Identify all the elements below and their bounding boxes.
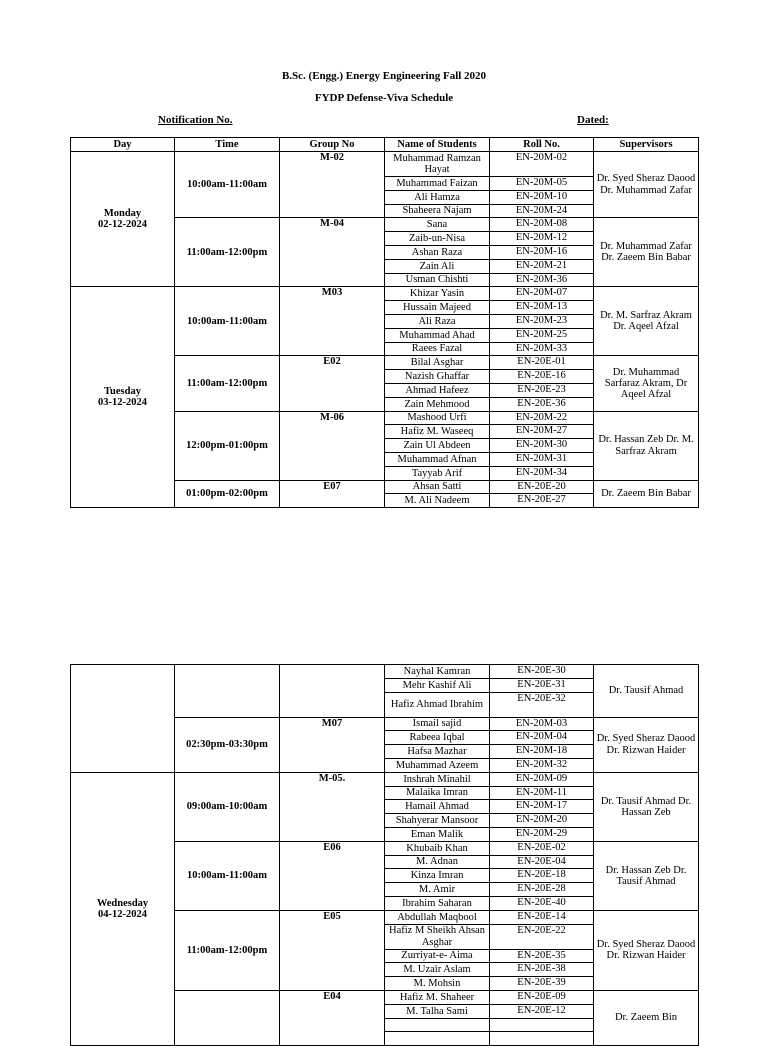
time-slot [175,665,280,718]
time-slot: 09:00am-10:00am [175,772,280,841]
student-name: Inshrah Minahil [385,772,490,786]
column-header-group: Group No [280,138,385,152]
student-name: Nayhal Kamran [385,665,490,679]
roll-number: EN-20M-23 [490,314,594,328]
student-name: M. Mohsin [385,977,490,991]
group-number: E05 [280,910,385,990]
student-name: Zurriyat-e- Aima [385,949,490,963]
roll-number: EN-20M-22 [490,411,594,425]
group-number: E07 [280,480,385,508]
document-title: B.Sc. (Engg.) Energy Engineering Fall 2020 [281,70,487,82]
roll-number: EN-20E-27 [490,494,594,508]
supervisors: Dr. Zaeem Bin [594,990,699,1045]
student-name: M. Talha Sami [385,1004,490,1018]
student-name: Muhammad Azeem [385,758,490,772]
student-name: Zain Ali [385,259,490,273]
day-label: Tuesday [104,386,141,398]
student-name: Ali Raza [385,314,490,328]
schedule-table-2 [70,664,699,1046]
supervisors: Dr. Tausif Ahmad Dr. Hassan Zeb [594,772,699,841]
day-label: 02-12-2024 [98,219,147,231]
roll-number: EN-20M-17 [490,800,594,814]
roll-number: EN-20M-32 [490,758,594,772]
student-name: Bilal Asghar [385,356,490,370]
roll-number: EN-20M-11 [490,786,594,800]
day-cell [71,152,175,287]
group-number: M-04 [280,218,385,287]
roll-number: EN-20M-09 [490,772,594,786]
roll-number: EN-20M-21 [490,259,594,273]
roll-number: EN-20M-02 [490,152,594,177]
time-slot: 01:00pm-02:00pm [175,480,280,508]
student-name: Hafiz M Sheikh Ahsan Asghar [385,924,490,949]
table-header-row [71,138,699,152]
roll-number: EN-20E-36 [490,397,594,411]
roll-number: EN-20E-04 [490,855,594,869]
roll-number: EN-20M-27 [490,425,594,439]
student-name: Muhammad Faizan [385,177,490,191]
roll-number: EN-20E-35 [490,949,594,963]
supervisors: Dr. Hassan Zeb Dr. Tausif Ahmad [594,841,699,910]
student-name: Ahmad Hafeez [385,383,490,397]
group-number: M03 [280,287,385,356]
supervisors: Dr. Syed Sheraz Daood Dr. Rizwan Haider [594,717,699,772]
student-name: Muhammad Ahad [385,328,490,342]
roll-number: EN-20M-13 [490,301,594,315]
student-name: Muhammad Afnan [385,452,490,466]
roll-number: EN-20M-04 [490,731,594,745]
time-slot: 10:00am-11:00am [175,841,280,910]
student-name: Tayyab Arif [385,466,490,480]
roll-number: EN-20E-16 [490,370,594,384]
column-header-time: Time [175,138,280,152]
roll-number: EN-20M-36 [490,273,594,287]
supervisors: Dr. Zaeem Bin Babar [594,480,699,508]
student-name: Hafiz Ahmad Ibrahim [385,692,490,717]
roll-number: EN-20M-18 [490,745,594,759]
day-cell [71,287,175,508]
student-name: Malaika Imran [385,786,490,800]
group-number: E06 [280,841,385,910]
group-number: M07 [280,717,385,772]
roll-number: EN-20M-29 [490,827,594,841]
roll-number: EN-20E-31 [490,678,594,692]
student-name: Hussain Majeed [385,301,490,315]
time-slot: 02:30pm-03:30pm [175,717,280,772]
day-label: 03-12-2024 [98,397,147,409]
student-name: Zain Ul Abdeen [385,439,490,453]
student-name: Usman Chishti [385,273,490,287]
supervisors: Dr. Muhammad Zafar Dr. Zaeem Bin Babar [594,218,699,287]
student-name: M. Uzair Aslam [385,963,490,977]
schedule-table-1 [70,137,699,508]
student-name: Sana [385,218,490,232]
column-header-roll: Roll No. [490,138,594,152]
group-number: M-02 [280,152,385,218]
student-name: Shahyerar Mansoor [385,814,490,828]
student-name: M. Amir [385,883,490,897]
student-name: Ali Hamza [385,190,490,204]
supervisors: Dr. Muhammad Sarfaraz Akram, Dr Aqeel Afzal [594,356,699,411]
student-name: Ismail sajid [385,717,490,731]
roll-number: EN-20M-25 [490,328,594,342]
supervisors: Dr. Syed Sheraz Daood Dr. Rizwan Haider [594,910,699,990]
group-number [280,665,385,718]
table-row [71,665,699,679]
column-header-supervisors: Supervisors [594,138,699,152]
roll-number [490,1032,594,1046]
student-name: Raees Fazal [385,342,490,356]
roll-number: EN-20E-14 [490,910,594,924]
dated-label: Dated: [577,114,609,126]
student-name: Ashan Raza [385,245,490,259]
roll-number: EN-20E-38 [490,963,594,977]
roll-number: EN-20M-20 [490,814,594,828]
group-number: E04 [280,990,385,1045]
time-slot: 10:00am-11:00am [175,287,280,356]
time-slot: 10:00am-11:00am [175,152,280,218]
student-name: Abdullah Maqbool [385,910,490,924]
roll-number: EN-20M-10 [490,190,594,204]
roll-number: EN-20M-24 [490,204,594,218]
supervisors: Dr. Hassan Zeb Dr. M. Sarfraz Akram [594,411,699,480]
supervisors: Dr. Syed Sheraz Daood Dr. Muhammad Zafar [594,152,699,218]
student-name: Khizar Yasin [385,287,490,301]
student-name: Ahsan Satti [385,480,490,494]
roll-number: EN-20M-34 [490,466,594,480]
day-label: Wednesday [96,897,149,909]
roll-number: EN-20E-01 [490,356,594,370]
group-number: E02 [280,356,385,411]
student-name [385,1032,490,1046]
roll-number: EN-20E-39 [490,977,594,991]
roll-number: EN-20E-30 [490,665,594,679]
column-header-day: Day [71,138,175,152]
time-slot: 11:00am-12:00pm [175,910,280,990]
student-name: Hafiz M. Waseeq [385,425,490,439]
student-name: Ibrahim Saharan [385,896,490,910]
column-header-students: Name of Students [385,138,490,152]
roll-number: EN-20M-07 [490,287,594,301]
roll-number: EN-20E-28 [490,883,594,897]
roll-number: EN-20M-12 [490,232,594,246]
roll-number: EN-20E-18 [490,869,594,883]
time-slot: 12:00pm-01:00pm [175,411,280,480]
roll-number: EN-20E-32 [490,692,594,717]
day-cell [71,772,175,1045]
schedule-body-2 [71,665,699,1046]
day-cell [71,665,175,773]
roll-number [490,1018,594,1032]
roll-number: EN-20M-08 [490,218,594,232]
student-name: Muhammad Ramzan Hayat [385,152,490,177]
roll-number: EN-20E-02 [490,841,594,855]
student-name: Hamail Ahmad [385,800,490,814]
notification-label: Notification No. [158,114,233,126]
table-row [71,287,699,301]
table-row [71,152,699,177]
student-name: M. Adnan [385,855,490,869]
roll-number: EN-20M-03 [490,717,594,731]
supervisors: Dr. M. Sarfraz Akram Dr. Aqeel Afzal [594,287,699,356]
supervisors: Dr. Tausif Ahmad [594,665,699,718]
document-subtitle: FYDP Defense-Viva Schedule [314,92,454,104]
roll-number: EN-20E-23 [490,383,594,397]
time-slot: 11:00am-12:00pm [175,218,280,287]
roll-number: EN-20E-12 [490,1004,594,1018]
roll-number: EN-20E-40 [490,896,594,910]
student-name: Zain Mehmood [385,397,490,411]
student-name: Mehr Kashif Ali [385,678,490,692]
student-name: Kinza Imran [385,869,490,883]
roll-number: EN-20E-22 [490,924,594,949]
roll-number: EN-20E-09 [490,990,594,1004]
student-name: Rabeea Iqbal [385,731,490,745]
student-name: Mashood Urfi [385,411,490,425]
roll-number: EN-20M-31 [490,452,594,466]
student-name: Zaib-un-Nisa [385,232,490,246]
student-name: Hafiz M. Shaheer [385,990,490,1004]
roll-number: EN-20M-05 [490,177,594,191]
group-number: M-06 [280,411,385,480]
day-label: Monday [103,207,142,219]
roll-number: EN-20M-16 [490,245,594,259]
student-name: Khubaib Khan [385,841,490,855]
time-slot: 11:00am-12:00pm [175,356,280,411]
student-name [385,1018,490,1032]
student-name: Hafsa Mazhar [385,745,490,759]
roll-number: EN-20M-33 [490,342,594,356]
time-slot [175,990,280,1045]
roll-number: EN-20M-30 [490,439,594,453]
roll-number: EN-20E-20 [490,480,594,494]
student-name: Eman Malik [385,827,490,841]
schedule-body-1 [71,152,699,508]
student-name: M. Ali Nadeem [385,494,490,508]
group-number: M-05. [280,772,385,841]
table-row [71,772,699,786]
day-label: 04-12-2024 [98,908,147,920]
student-name: Nazish Ghaffar [385,370,490,384]
student-name: Shaheera Najam [385,204,490,218]
